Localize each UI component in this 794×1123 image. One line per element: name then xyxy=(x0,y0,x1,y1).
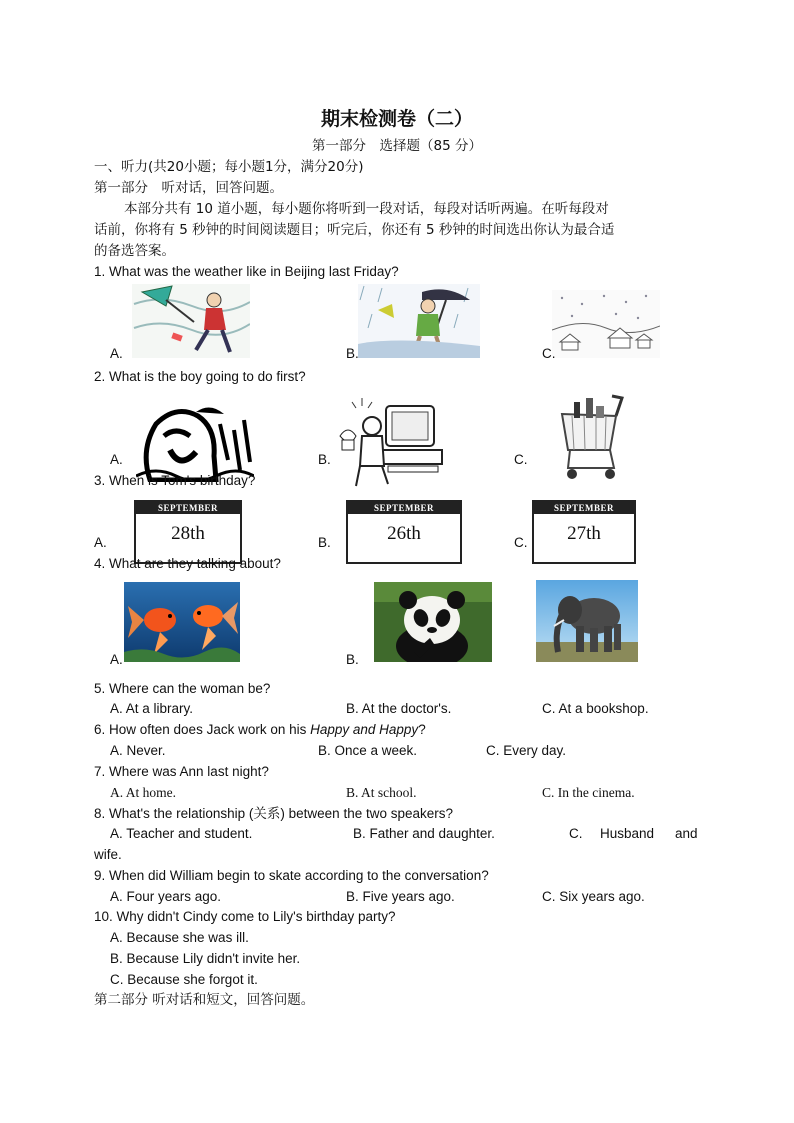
q8-option-c-word2[interactable]: and xyxy=(675,826,698,841)
question-4: 4. What are they talking about? xyxy=(94,556,281,571)
q3-option-a[interactable]: A. xyxy=(94,535,107,550)
question-8: 8. What's the relationship (关系) between the two speakers? xyxy=(94,806,454,821)
q8-option-a[interactable]: A. Teacher and student. xyxy=(110,826,253,841)
elephant-image xyxy=(536,580,638,662)
question-6 xyxy=(94,720,426,740)
q5-option-b[interactable]: B. At the doctor's. xyxy=(346,701,452,716)
question-2: 2. What is the boy going to do first? xyxy=(94,369,306,384)
intro-line-2: 话前，你将有 5 秒钟的时间阅读题目；听完后，你还有 5 秒钟的时间选出你认为最合适 xyxy=(94,222,615,238)
q8-option-b[interactable]: B. Father and daughter. xyxy=(353,826,495,841)
section-listening: 一、听力(共20小题；每小题1分，满分20分) xyxy=(94,159,364,175)
q2-option-b[interactable]: B. xyxy=(318,452,331,467)
q10-option-a[interactable]: A. Because she was ill. xyxy=(110,930,249,945)
panda-image xyxy=(374,582,492,662)
question-1: 1. What was the weather like in Beijing last Friday? xyxy=(94,264,399,279)
calendar-month: SEPTEMBER xyxy=(534,502,634,514)
q8-option-c-word3[interactable]: wife. xyxy=(94,847,122,862)
q1-option-a[interactable]: A. xyxy=(110,346,123,361)
q4-option-b[interactable]: B. xyxy=(346,652,359,667)
question-5: 5. Where can the woman be? xyxy=(94,681,271,696)
q10-option-c[interactable]: C. Because she forgot it. xyxy=(110,972,258,987)
computer-image xyxy=(336,396,446,488)
intro-line-1: 本部分共有 10 道小题，每小题你将听到一段对话，每段对话听两遍。在听每段对 xyxy=(124,201,609,217)
calendar-day: 27th xyxy=(567,523,601,544)
q4-option-a[interactable]: A. xyxy=(110,652,123,667)
q8-option-c-word1[interactable]: Husband xyxy=(600,826,655,841)
calendar-26th xyxy=(346,500,462,564)
calendar-day: 26th xyxy=(387,523,421,544)
calendar-day: 28th xyxy=(171,523,205,544)
q7-option-a[interactable]: A. At home. xyxy=(110,785,176,800)
question-9: 9. When did William begin to skate according to the conversation? xyxy=(94,868,489,883)
windy-weather-image xyxy=(132,284,250,358)
q2-option-c[interactable]: C. xyxy=(514,452,528,467)
question-6-title: Happy and Happy xyxy=(310,722,419,737)
swimming-image xyxy=(136,400,254,482)
q9-option-c[interactable]: C. Six years ago. xyxy=(542,889,645,904)
q6-option-b[interactable]: B. Once a week. xyxy=(318,743,418,758)
q1-option-b[interactable]: B. xyxy=(346,346,359,361)
question-3: 3. When is Tom's birthday? xyxy=(94,473,256,488)
q7-option-b[interactable]: B. At school. xyxy=(346,785,417,800)
question-10: 10. Why didn't Cindy come to Lily's birthday party? xyxy=(94,909,396,924)
goldfish-image xyxy=(124,582,240,662)
q1-option-c[interactable]: C. xyxy=(542,346,556,361)
question-6-end: ? xyxy=(418,722,426,737)
q9-option-a[interactable]: A. Four years ago. xyxy=(110,889,222,904)
page-title: 期末检测卷（二） xyxy=(320,108,473,130)
q5-option-c[interactable]: C. At a bookshop. xyxy=(542,701,649,716)
q5-option-a[interactable]: A. At a library. xyxy=(110,701,194,716)
snowy-weather-image xyxy=(552,290,660,358)
q6-option-c[interactable]: C. Every day. xyxy=(486,743,567,758)
q3-option-c[interactable]: C. xyxy=(514,535,528,550)
q7-option-c[interactable]: C. In the cinema. xyxy=(542,785,635,800)
question-7: 7. Where was Ann last night? xyxy=(94,764,269,779)
calendar-month: SEPTEMBER xyxy=(348,502,460,514)
calendar-27th xyxy=(532,500,636,564)
q8-option-c-letter[interactable]: C. xyxy=(569,826,583,841)
calendar-month: SEPTEMBER xyxy=(136,502,240,514)
sub-part-1: 第一部分 听对话，回答问题。 xyxy=(94,180,283,196)
rainy-weather-image xyxy=(358,284,480,358)
q9-option-b[interactable]: B. Five years ago. xyxy=(346,889,455,904)
question-6-text: 6. How often does Jack work on his xyxy=(94,722,311,737)
q6-option-a[interactable]: A. Never. xyxy=(110,743,166,758)
q2-option-a[interactable]: A. xyxy=(110,452,123,467)
intro-line-3: 的备选答案。 xyxy=(94,243,175,259)
q10-option-b[interactable]: B. Because Lily didn't invite her. xyxy=(110,951,301,966)
shopping-cart-image xyxy=(556,392,626,482)
sub-part-2: 第二部分 听对话和短文，回答问题。 xyxy=(94,992,315,1008)
part-header: 第一部分 选择题（85 分） xyxy=(312,138,482,154)
q3-option-b[interactable]: B. xyxy=(318,535,331,550)
